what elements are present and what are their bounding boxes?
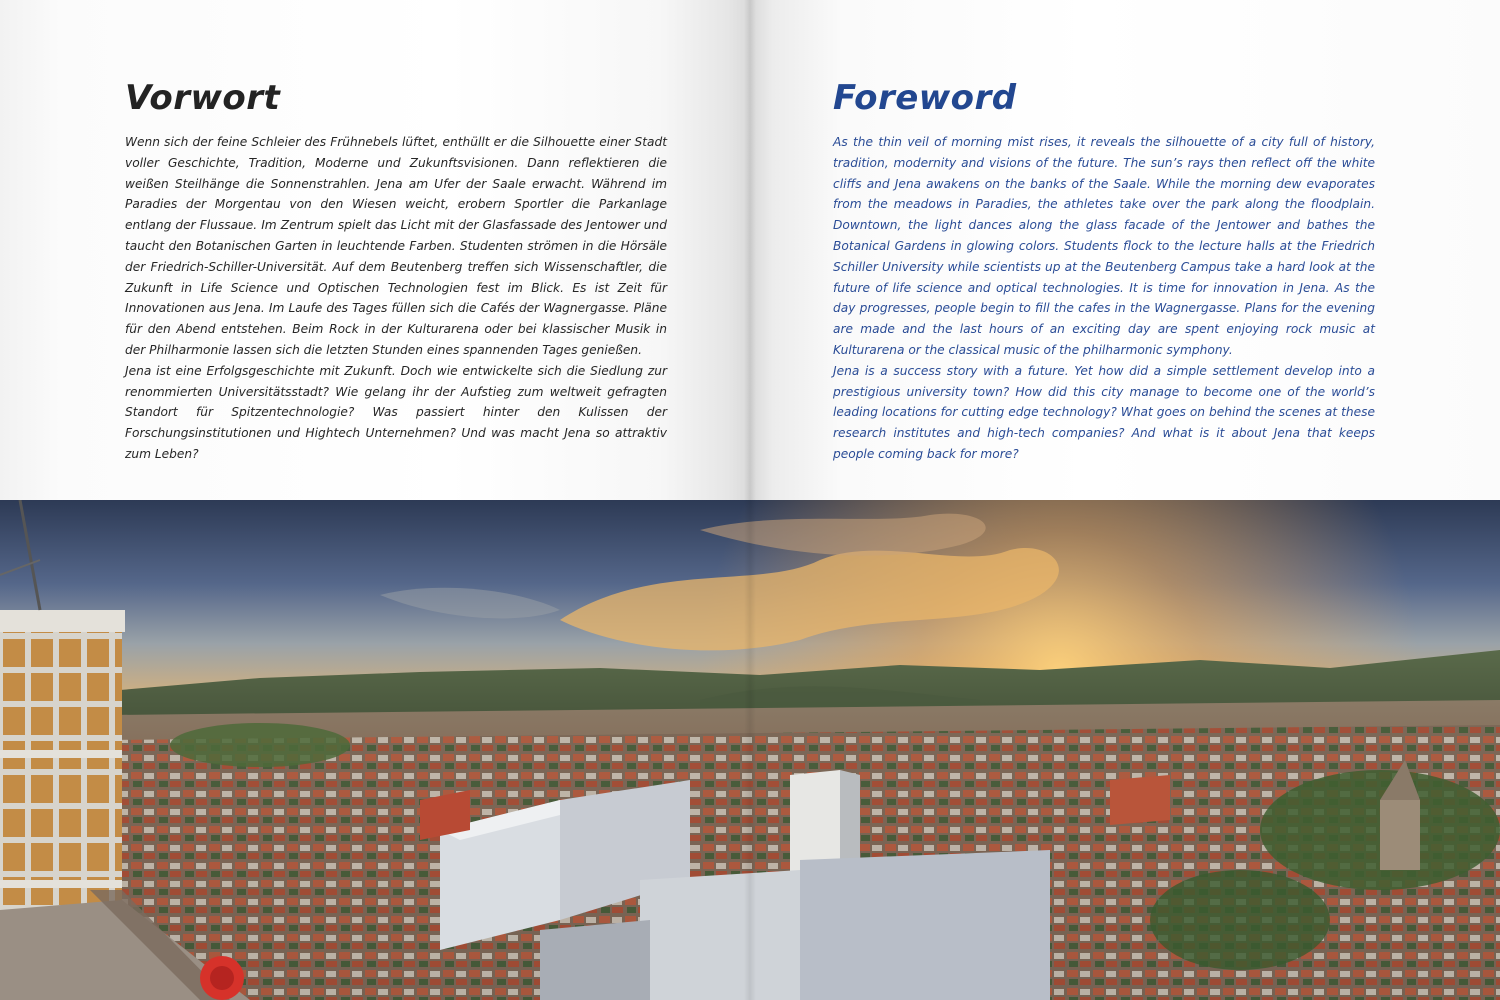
page-title-english: Foreword	[833, 78, 1017, 118]
paragraph: Jena is a success story with a future. Yet how did a simple settlement develop into a prestigious university town? How did this city manage to become one of the world’s leading locations for cutting edge technology? What goes on behind the scenes at these research institutes and high-tech companies? And what is it about Jena that keeps people coming back for more?	[833, 363, 1375, 461]
foreword-text-german	[125, 132, 667, 465]
paragraph: Jena ist eine Erfolgsgeschichte mit Zukunft. Doch wie entwickelte sich die Siedlung zur renommierten Universitätsstadt? Wie gelang ihr der Aufstieg zum weltweit gefragten Standort für Spitzentechnologie? Was passiert hinter den Kulissen der Forschungsinstitutionen und Hightech Unternehmen? Und was macht Jena so attraktiv zum Leben?	[125, 363, 667, 461]
page-title-german: Vorwort	[125, 78, 281, 118]
foreword-text-english	[833, 132, 1375, 465]
paragraph: Wenn sich der feine Schleier des Frühnebels lüftet, enthüllt er die Silhouette einer Stadt voller Geschichte, Tradition, Moderne und Zukunftsvisionen. Dann reflektieren die weißen Steilhänge die Sonnenstrahlen. Jena am Ufer der Saale erwacht. Während im Paradies der Morgentau von den Wiesen weicht, erobern Sportler die Parkanlage entlang der Flussaue. Im Zentrum spielt das Licht mit der Glasfassade des Jentower und taucht den Botanischen Garten in leuchtende Farben. Studenten strömen in die Hörsäle der Friedrich-Schiller-Universität. Auf dem Beutenberg treffen sich Wissenschaftler, die Zukunft in Life Science und Optischen Technologien fest im Blick. Es ist Zeit für Innovationen aus Jena. Im Laufe des Tages füllen sich die Cafés der Wagnergasse. Pläne für den Abend entstehen. Beim Rock in der Kulturarena oder bei klassischer Musik in der Philharmonie lassen sich die letzten Stunden eines spannenden Tages genießen.	[125, 135, 667, 357]
right-page	[750, 0, 1500, 500]
city-panorama-photo	[0, 500, 1500, 1000]
left-page	[0, 0, 750, 500]
paragraph: As the thin veil of morning mist rises, it reveals the silhouette of a city full of history, tradition, modernity and visions of the future. The sun’s rays then reflect off the white cliffs and Jena awakens on the banks of the Saale. While the morning dew evaporates from the meadows in Paradies, the athletes take over the park along the floodplain. Downtown, the light dances along the glass facade of the Jentower and bathes the Botanical Gardens in glowing colors. Students flock to the lecture halls at the Friedrich Schiller University while scientists up at the Beutenberg Campus take a hard look at the future of life science and optical technologies. It is time for innovation in Jena. As the day progresses, people begin to fill the cafes in the Wagnergasse. Plans for the evening are made and the last hours of an exciting day are spent enjoying rock music at Kulturarena or the classical music of the philharmonic symphony.	[833, 135, 1375, 357]
